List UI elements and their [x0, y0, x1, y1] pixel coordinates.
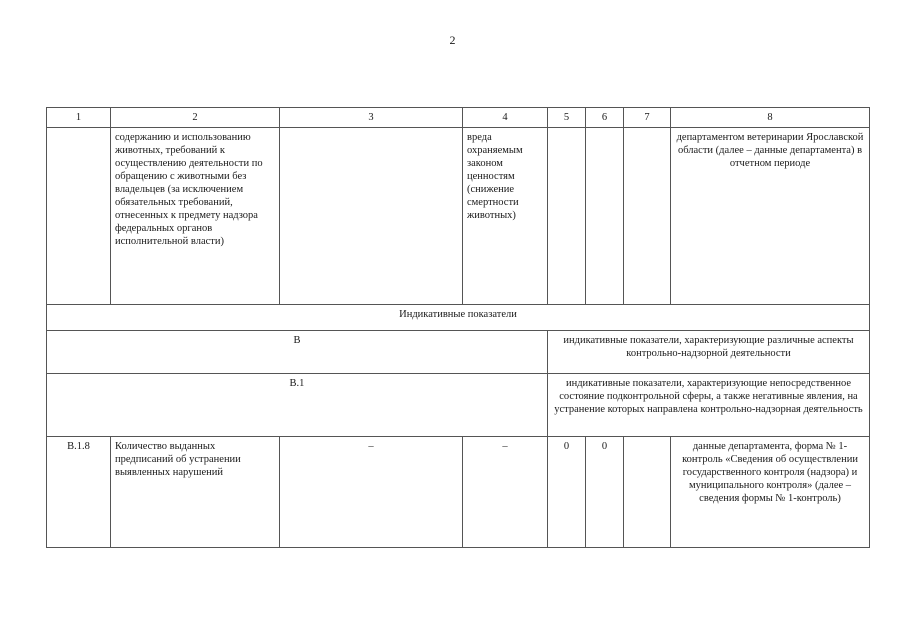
b18-cell-8: данные департамента, форма № 1-контроль «Сведения об осуществлении государственного контроля (надзора) и муниципального контроля» (далее – сведения формы № 1-контроль)	[671, 437, 870, 548]
header-cell-6: 6	[586, 108, 624, 128]
indicators-table	[46, 107, 870, 548]
header-cell-5: 5	[548, 108, 586, 128]
header-cell-3: 3	[280, 108, 463, 128]
b18-cell-2: Количество выданных предписаний об устранении выявленных нарушений	[111, 437, 280, 548]
b18-cell-6: 0	[586, 437, 624, 548]
header-cell-7: 7	[624, 108, 671, 128]
group-b1-code: В.1	[47, 374, 548, 437]
b18-cell-5: 0	[548, 437, 586, 548]
section-title-row	[47, 305, 870, 331]
header-cell-8: 8	[671, 108, 870, 128]
group-b1-text: индикативные показатели, характеризующие непосредственное состояние подконтрольной сферы, а также негативные явления, на устранение которых направлена контрольно-надзорная деятельность	[548, 374, 870, 437]
row1-cell-3	[280, 128, 463, 305]
group-b-row	[47, 331, 870, 374]
b18-cell-3: –	[280, 437, 463, 548]
header-cell-2: 2	[111, 108, 280, 128]
table-header-row	[47, 108, 870, 128]
b18-cell-7	[624, 437, 671, 548]
b18-cell-1: В.1.8	[47, 437, 111, 548]
group-b1-row	[47, 374, 870, 437]
b18-cell-4: –	[463, 437, 548, 548]
page-number: 2	[449, 33, 456, 47]
row1-cell-2: содержанию и использованию животных, требований к осуществлению деятельности по обращению с животными без владельцев (за исключением обязательных требований, отнесенных к предмету надзора федеральных органов исполнительной власти)	[111, 128, 280, 305]
group-b-text: индикативные показатели, характеризующие различные аспекты контрольно-надзорной деятельности	[548, 331, 870, 374]
header-cell-1: 1	[47, 108, 111, 128]
row1-cell-6	[586, 128, 624, 305]
group-b-code: В	[47, 331, 548, 374]
row1-cell-4: вреда охраняемым законом ценностям (снижение смертности животных)	[463, 128, 548, 305]
row1-cell-7	[624, 128, 671, 305]
row1-cell-1	[47, 128, 111, 305]
table-row-b18	[47, 437, 870, 548]
header-cell-4: 4	[463, 108, 548, 128]
row1-cell-8: департаментом ветеринарии Ярославской области (далее – данные департамента) в отчетном периоде	[671, 128, 870, 305]
row1-cell-5	[548, 128, 586, 305]
table-row-continuation	[47, 128, 870, 305]
section-title: Индикативные показатели	[47, 305, 870, 331]
